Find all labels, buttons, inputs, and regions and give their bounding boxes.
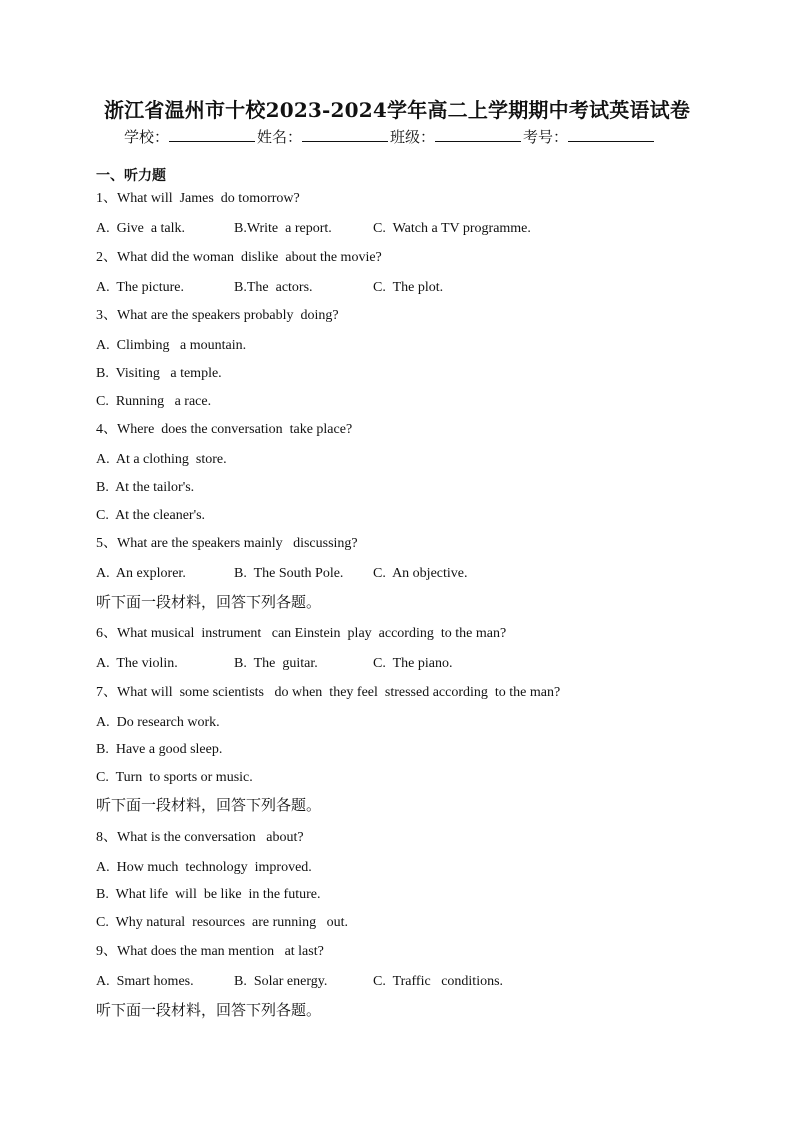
q1-option-c: C. Watch a TV programme. [373, 221, 531, 236]
q1-option-b: B.Write a report. [234, 221, 332, 236]
name-label: 姓名： [257, 128, 303, 146]
q4-option-a: A. At a clothing store. [96, 452, 227, 467]
question-7: 7、What will some scientists do when they feel stressed according to the man? [96, 685, 561, 700]
q3-option-c: C. Running a race. [96, 394, 212, 409]
q6-option-b: B. The guitar. [234, 656, 318, 671]
question-5: 5、What are the speakers mainly discussing? [96, 536, 358, 551]
question-4: 4、Where does the conversation take place? [96, 422, 353, 437]
q9-option-a: A. Smart homes. [96, 974, 194, 989]
school-blank[interactable] [169, 127, 255, 142]
question-9: 9、What does the man mention at last? [96, 944, 324, 959]
q1-option-a: A. Give a talk. [96, 221, 186, 236]
number-label: 考号： [523, 128, 569, 146]
question-8: 8、What is the conversation about? [96, 830, 304, 845]
exam-title: 浙江省温州市十校2023-2024学年高二上学期期中考试英语试卷 [103, 98, 691, 122]
number-blank[interactable] [568, 127, 654, 142]
q4-option-b: B. At the tailor's. [96, 480, 195, 495]
student-info-line [124, 126, 656, 147]
question-2: 2、What did the woman dislike about the movie? [96, 250, 382, 265]
class-label: 班级： [390, 128, 436, 146]
q6-option-c: C. The piano. [373, 656, 453, 671]
q3-option-b: B. Visiting a temple. [96, 366, 222, 381]
q2-option-a: A. The picture. [96, 280, 184, 295]
question-1: 1、What will James do tomorrow? [96, 191, 300, 206]
q5-option-b: B. The South Pole. [234, 566, 344, 581]
q2-option-c: C. The plot. [373, 280, 444, 295]
q6-option-a: A. The violin. [96, 656, 178, 671]
q5-option-a: A. An explorer. [96, 566, 186, 581]
listening-instruction: 听下面一段材料，回答下列各题。 [96, 796, 322, 814]
q8-option-c: C. Why natural resources are running out. [96, 915, 349, 930]
q5-option-c: C. An objective. [373, 566, 468, 581]
listening-instruction: 听下面一段材料，回答下列各题。 [96, 1001, 322, 1019]
q9-option-b: B. Solar energy. [234, 974, 328, 989]
q9-option-c: C. Traffic conditions. [373, 974, 504, 989]
question-3: 3、What are the speakers probably doing? [96, 308, 339, 323]
q2-option-b: B.The actors. [234, 280, 313, 295]
name-blank[interactable] [302, 127, 388, 142]
q4-option-c: C. At the cleaner's. [96, 508, 206, 523]
q7-option-a: A. Do research work. [96, 715, 220, 730]
listening-instruction: 听下面一段材料，回答下列各题。 [96, 593, 322, 611]
school-label: 学校： [124, 128, 170, 146]
q8-option-b: B. What life will be like in the future. [96, 887, 321, 902]
question-6: 6、What musical instrument can Einstein play according to the man? [96, 626, 507, 641]
section-heading: 一、听力题 [96, 168, 166, 184]
q7-option-c: C. Turn to sports or music. [96, 770, 253, 785]
q7-option-b: B. Have a good sleep. [96, 742, 223, 757]
q8-option-a: A. How much technology improved. [96, 860, 312, 875]
q3-option-a: A. Climbing a mountain. [96, 338, 247, 353]
class-blank[interactable] [435, 127, 521, 142]
